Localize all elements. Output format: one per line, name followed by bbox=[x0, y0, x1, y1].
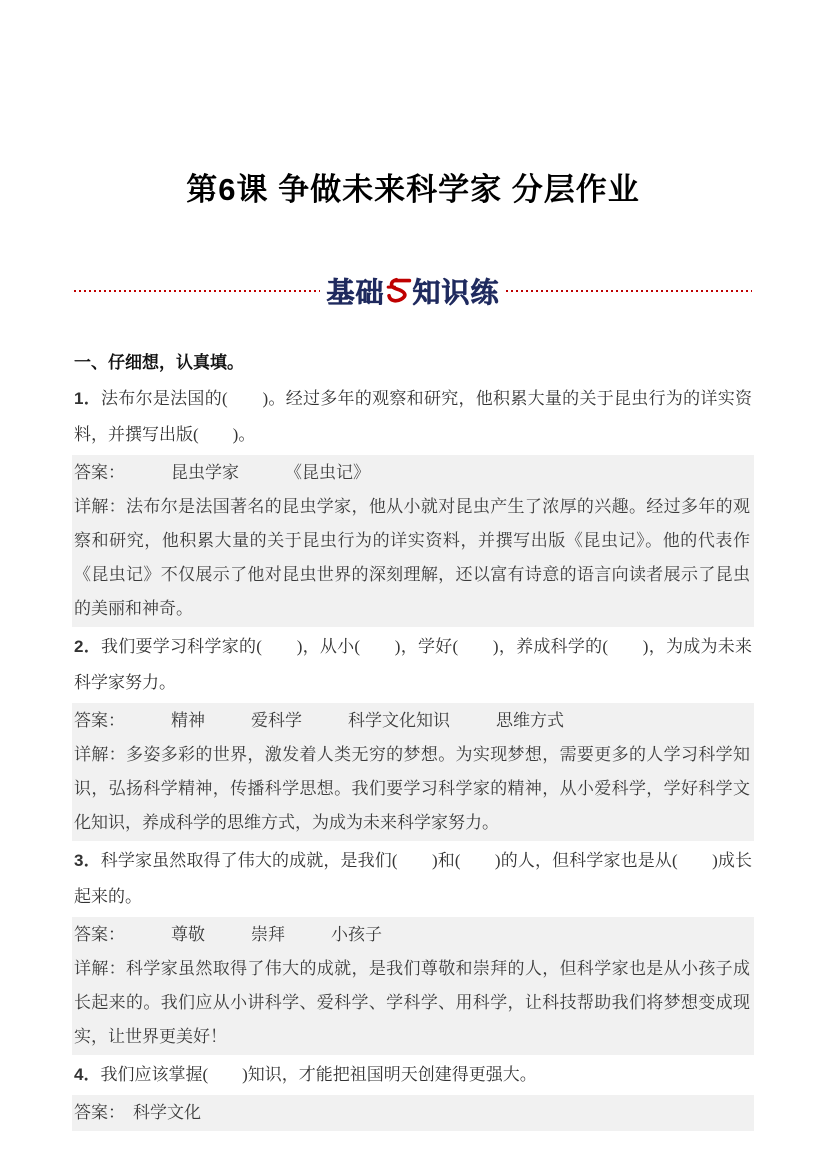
answer-items bbox=[125, 925, 382, 944]
answer-item: 《昆虫记》 bbox=[285, 463, 370, 482]
answer-row bbox=[74, 918, 750, 952]
question-text bbox=[74, 381, 752, 453]
answer-item: 爱科学 bbox=[251, 711, 302, 730]
answer-item: 精神 bbox=[171, 711, 205, 730]
answer-label: 答案： bbox=[74, 463, 125, 482]
answer-item: 科学文化知识 bbox=[348, 711, 450, 730]
divider-label-right: 知识练 bbox=[412, 277, 500, 308]
answer-items bbox=[125, 711, 564, 730]
answer-explanation-block bbox=[72, 703, 754, 841]
detail-label: 详解： bbox=[74, 959, 127, 978]
question-number: 2． bbox=[74, 637, 101, 656]
s-swirl-icon bbox=[386, 274, 412, 308]
answer-row bbox=[74, 1096, 750, 1130]
question-body: 法布尔是法国的( )。经过多年的观察和研究，他积累大量的关于昆虫行为的详实资料，并撰写出版( )。 bbox=[74, 389, 752, 444]
section-heading: 一、仔细想，认真填。 bbox=[74, 353, 244, 372]
answer-item: 科学文化 bbox=[133, 1103, 201, 1122]
detail-label: 详解： bbox=[74, 497, 127, 516]
question-block-4 bbox=[74, 1057, 752, 1131]
worksheet-content bbox=[74, 344, 752, 1131]
answer-item: 思维方式 bbox=[496, 711, 564, 730]
question-number: 4． bbox=[74, 1065, 101, 1084]
divider-line-left bbox=[74, 290, 320, 292]
answer-explanation-block bbox=[72, 455, 754, 627]
question-block-1 bbox=[74, 381, 752, 627]
divider-label bbox=[320, 271, 505, 311]
detail-row bbox=[74, 952, 750, 1054]
answer-items bbox=[125, 463, 370, 482]
question-number: 3． bbox=[74, 851, 101, 870]
detail-text: 科学家虽然取得了伟大的成就，是我们尊敬和崇拜的人，但科学家也是从小孩子成长起来的。我们应从小讲科学、爱科学、学科学、用科学，让科技帮助我们将梦想变成现实，让世界更美好！ bbox=[74, 959, 751, 1046]
question-number: 1． bbox=[74, 389, 102, 408]
question-block-3 bbox=[74, 843, 752, 1055]
answer-items bbox=[125, 1103, 201, 1122]
answer-row bbox=[74, 704, 750, 738]
divider-line-right bbox=[506, 290, 752, 292]
answer-explanation-block bbox=[72, 917, 754, 1055]
question-body: 我们应该掌握( )知识，才能把祖国明天创建得更强大。 bbox=[100, 1065, 537, 1084]
answer-label: 答案： bbox=[74, 1103, 125, 1122]
answer-item: 小孩子 bbox=[331, 925, 382, 944]
answer-row bbox=[74, 456, 750, 490]
answer-explanation-block bbox=[72, 1095, 754, 1131]
divider-label-left: 基础 bbox=[326, 277, 385, 308]
question-body: 科学家虽然取得了伟大的成就，是我们( )和( )的人，但科学家也是从( )成长起来的。 bbox=[74, 851, 752, 906]
page-title: 第6课 争做未来科学家 分层作业 bbox=[186, 172, 640, 207]
detail-text: 法布尔是法国著名的昆虫学家，他从小就对昆虫产生了浓厚的兴趣。经过多年的观察和研究，他积累大量的关于昆虫行为的详实资料，并撰写出版《昆虫记》。他的代表作《昆虫记》不仅展示了他对昆虫世界的深刻理解，还以富有诗意的语言向读者展示了昆虫的美丽和神奇。 bbox=[74, 497, 751, 618]
detail-text: 多姿多彩的世界，激发着人类无穷的梦想。为实现梦想，需要更多的人学习科学知识，弘扬科学精神，传播科学思想。我们要学习科学家的精神，从小爱科学，学好科学文化知识，养成科学的思维方式，为成为未来科学家努力。 bbox=[74, 745, 751, 832]
question-block-2 bbox=[74, 629, 752, 841]
answer-item: 昆虫学家 bbox=[171, 463, 239, 482]
question-body: 我们要学习科学家的( )，从小( )，学好( )，养成科学的( )，为成为未来科学家努力。 bbox=[74, 637, 752, 692]
question-text bbox=[74, 1057, 752, 1093]
section-divider bbox=[74, 270, 752, 312]
answer-label: 答案： bbox=[74, 925, 125, 944]
question-text bbox=[74, 843, 752, 915]
detail-row bbox=[74, 738, 750, 840]
answer-label: 答案： bbox=[74, 711, 125, 730]
detail-label: 详解： bbox=[74, 745, 127, 764]
question-text bbox=[74, 629, 752, 701]
detail-row bbox=[74, 490, 750, 626]
answer-item: 崇拜 bbox=[251, 925, 285, 944]
answer-item: 尊敬 bbox=[171, 925, 205, 944]
